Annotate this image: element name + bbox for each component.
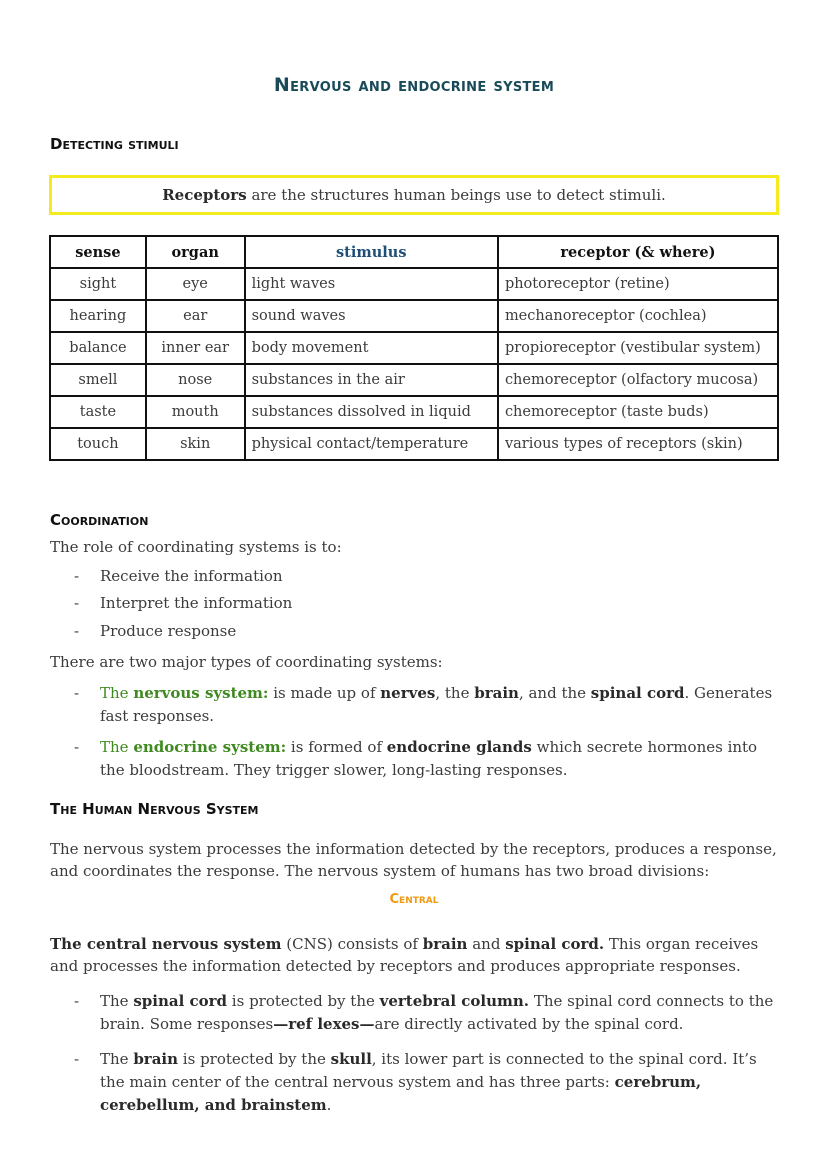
cell-sense: sight: [50, 268, 146, 300]
cell-organ: mouth: [146, 396, 245, 428]
cell-receptor: propioreceptor (vestibular system): [498, 332, 778, 364]
page-title: Nervous and endocrine system: [273, 74, 555, 96]
list-item: Receive the information: [100, 567, 283, 585]
list-dash: -: [74, 738, 80, 756]
table-row: [50, 364, 778, 396]
callout-bold: Receptors: [162, 186, 247, 204]
cns-paragraph: The central nervous system (CNS) consists of brain and spinal cord. This organ receives and processes the information detected by receptors and produces appropriate responses.: [50, 935, 759, 975]
table-row: [50, 268, 778, 300]
cell-organ: skin: [146, 428, 245, 460]
cell-sense: touch: [50, 428, 146, 460]
senses-table: [49, 235, 779, 461]
cell-receptor: various types of receptors (skin): [498, 428, 778, 460]
cell-receptor: chemoreceptor (taste buds): [498, 396, 778, 428]
coordination-intro: The role of coordinating systems is to:: [50, 538, 342, 556]
cell-sense: hearing: [50, 300, 146, 332]
cell-stimulus: substances in the air: [245, 364, 498, 396]
cell-stimulus: body movement: [245, 332, 498, 364]
cell-stimulus: substances dissolved in liquid: [245, 396, 498, 428]
header-receptor: receptor (& where): [498, 236, 778, 268]
table-row: [50, 300, 778, 332]
subheading-central: Central: [389, 892, 439, 907]
header-sense: sense: [50, 236, 146, 268]
list-item-nervous-system: The nervous system: is made up of nerves, the brain, and the spinal cord. Generates fast responses.: [100, 684, 773, 725]
callout-text: are the structures human beings use to detect stimuli.: [246, 186, 666, 204]
cell-stimulus: physical contact/temperature: [245, 428, 498, 460]
header-organ: organ: [146, 236, 245, 268]
cell-stimulus: sound waves: [245, 300, 498, 332]
list-dash: -: [74, 594, 80, 612]
list-item-spinal-cord: The spinal cord is protected by the vertebral column. The spinal cord connects to the brain. Some responses—ref lexes—are directly activated by the spinal cord.: [100, 992, 774, 1033]
list-dash: -: [74, 567, 80, 585]
cell-receptor: photoreceptor (retine): [498, 268, 778, 300]
cell-receptor: mechanoreceptor (cochlea): [498, 300, 778, 332]
cell-organ: eye: [146, 268, 245, 300]
list-item-brain: The brain is protected by the skull, its lower part is connected to the spinal cord. It’s the main center of the central nervous system and has three parts: cerebrum, cerebellum, and brainstem.: [100, 1050, 757, 1114]
table-header-row: [50, 236, 778, 268]
section-heading-coordination: Coordination: [50, 511, 149, 529]
list-dash: -: [74, 622, 80, 640]
cell-organ: ear: [146, 300, 245, 332]
list-dash: -: [74, 684, 80, 702]
list-item-endocrine-system: The endocrine system: is formed of endocrine glands which secrete hormones into the bloodstream. They trigger slower, long-lasting responses.: [100, 738, 758, 779]
section-heading-detecting: Detecting stimuli: [50, 135, 179, 153]
header-stimulus: stimulus: [245, 236, 498, 268]
list-dash: -: [74, 992, 80, 1010]
section-heading-human-nervous-system: The Human Nervous System: [50, 800, 259, 818]
list-item: Interpret the information: [100, 594, 293, 612]
table-row: [50, 396, 778, 428]
term-endocrine-system: endocrine system:: [133, 738, 287, 756]
table-row: [50, 428, 778, 460]
types-intro: There are two major types of coordinating systems:: [50, 653, 443, 671]
cell-receptor: chemoreceptor (olfactory mucosa): [498, 364, 778, 396]
cell-sense: smell: [50, 364, 146, 396]
cell-sense: balance: [50, 332, 146, 364]
cell-sense: taste: [50, 396, 146, 428]
list-item: Produce response: [100, 622, 237, 640]
table-row: [50, 332, 778, 364]
human-intro: The nervous system processes the information detected by the receptors, produces a response, and coordinates the response. The nervous system of humans has two broad divisions:: [50, 840, 777, 880]
cell-organ: inner ear: [146, 332, 245, 364]
cell-stimulus: light waves: [245, 268, 498, 300]
receptors-callout: [49, 175, 779, 215]
term-nervous-system: nervous system:: [133, 684, 269, 702]
list-dash: -: [74, 1050, 80, 1068]
cell-organ: nose: [146, 364, 245, 396]
